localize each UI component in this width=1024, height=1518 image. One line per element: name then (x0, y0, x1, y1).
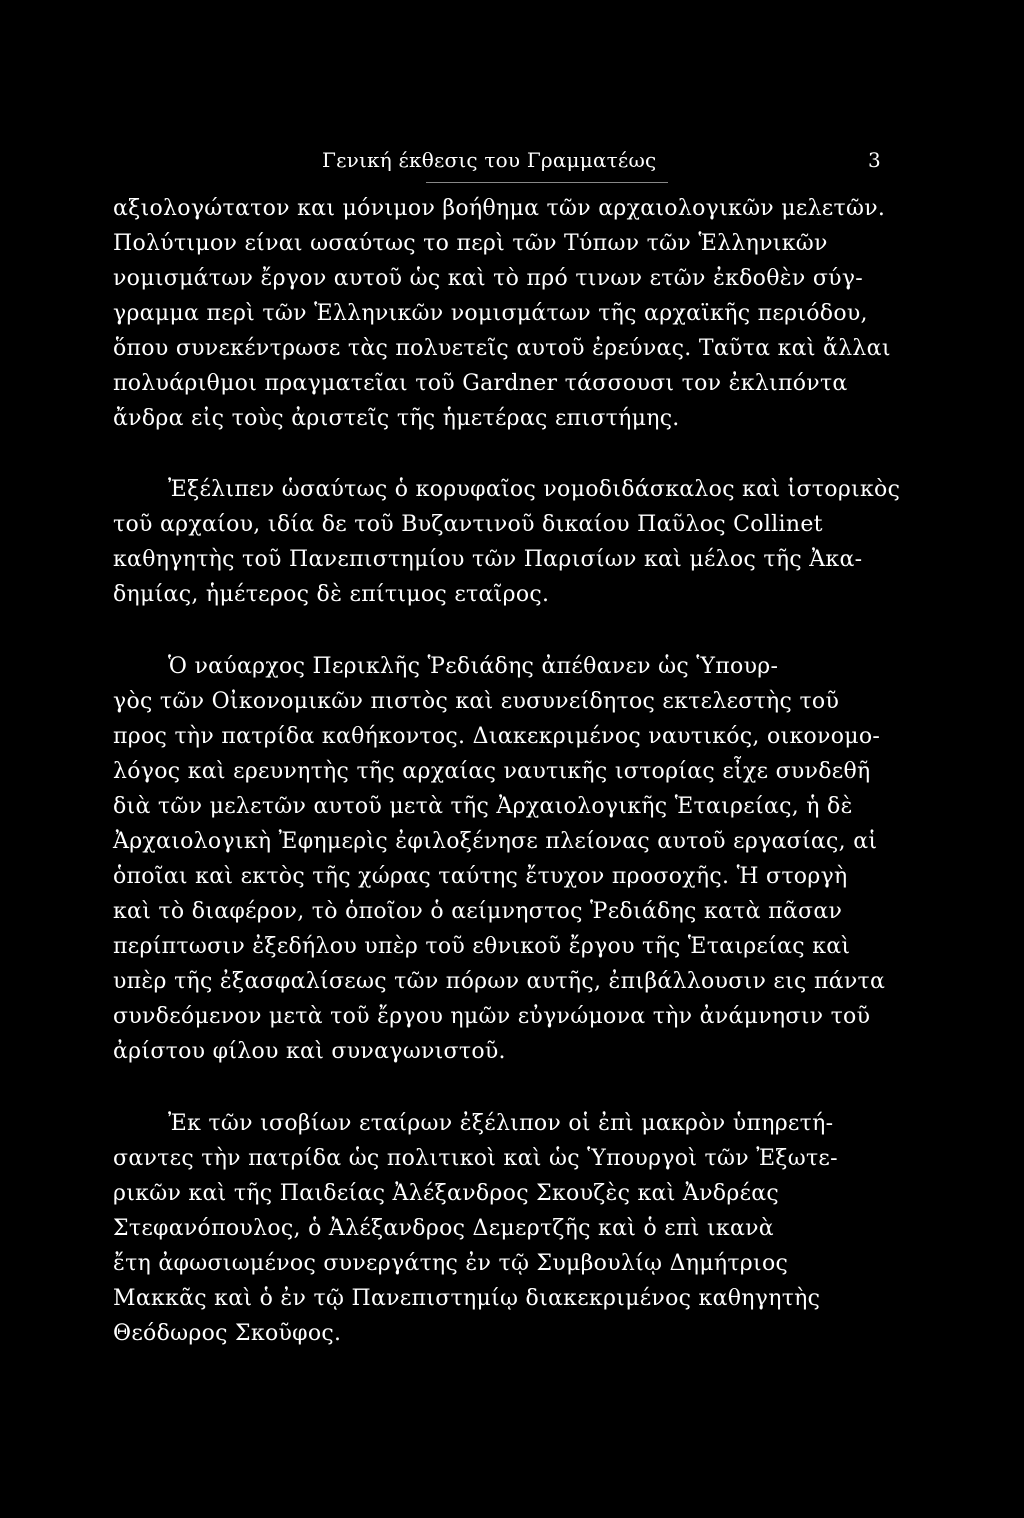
text-line: διὰ τῶν μελετῶν αυτοῦ μετὰ τῆς Ἀρχαιολογικῆς Ἑταιρείας, ἡ δὲ (113, 794, 853, 819)
text-line: ὅπου συνεκέντρωσε τὰς πολυετεῖς αυτοῦ ἐρεύνας. Ταῦτα καὶ ἄλλαι (113, 336, 891, 361)
text-line: προς τὴν πατρίδα καθήκοντος. Διακεκριμένος ναυτικός, οικονομο- (113, 724, 881, 749)
header-rule (426, 182, 668, 183)
text-line: πολυάριθμοι πραγματεῖαι τοῦ Gardner τάσσουσι τον ἐκλιπόντα (113, 371, 848, 396)
text-line: Πολύτιμον είναι ωσαύτως το περὶ τῶν Τύπων τῶν Ἑλληνικῶν (113, 231, 828, 256)
text-line: καθηγητὴς τοῦ Πανεπιστημίου τῶν Παρισίων καὶ μέλος τῆς Ἀκα- (113, 547, 863, 572)
text-line: ἄνδρα εἰς τοὺς ἀριστεῖς τῆς ἡμετέρας επιστήμης. (113, 406, 680, 431)
text-line: νομισμάτων ἔργον αυτοῦ ὡς καὶ τὸ πρό τινων ετῶν ἐκδοθὲν σύγ- (113, 266, 864, 291)
text-line: γὸς τῶν Οἰκονομικῶν πιστὸς καὶ ευσυνείδητος εκτελεστὴς τοῦ (113, 689, 840, 714)
text-line: Μακκᾶς καὶ ὁ ἐν τῷ Πανεπιστημίῳ διακεκριμένος καθηγητὴς (113, 1286, 821, 1311)
text-line: Στεφανόπουλος, ὁ Ἀλέξανδρος Δεμερτζῆς καὶ ὁ επὶ ικανὰ (113, 1216, 774, 1241)
text-line: ἀρίστου φίλου καὶ συναγωνιστοῦ. (113, 1039, 506, 1064)
text-line: Θεόδωρος Σκοῦφος. (113, 1321, 342, 1346)
text-line: Ἀρχαιολογικὴ Ἐφημερὶς ἐφιλοξένησε πλείονας αυτοῦ εργασίας, αἱ (113, 829, 878, 854)
text-line: καὶ τὸ διαφέρον, τὸ ὁποῖον ὁ αείμνηστος Ῥεδιάδης κατὰ πᾶσαν (113, 899, 843, 924)
running-header: Γενική έκθεσις του Γραμματέως (322, 148, 657, 172)
text-line: τοῦ αρχαίου, ιδία δε τοῦ Βυζαντινοῦ δικαίου Παῦλος Collinet (113, 512, 823, 537)
text-line: ὁποῖαι καὶ εκτὸς τῆς χώρας ταύτης ἔτυχον προσοχῆς. Ἡ στοργὴ (113, 864, 848, 889)
text-line: αξιολογώτατον και μόνιμον βοήθημα τῶν αρχαιολογικῶν μελετῶν. (113, 196, 886, 221)
text-line: γραμμα περὶ τῶν Ἑλληνικῶν νομισμάτων τῆς αρχαϊκῆς περιόδου, (113, 301, 868, 326)
text-line: δημίας, ἡμέτερος δὲ επίτιμος εταῖρος. (113, 582, 550, 607)
text-line: περίπτωσιν ἐξεδήλου υπὲρ τοῦ εθνικοῦ ἔργου τῆς Ἑταιρείας καὶ (113, 934, 851, 959)
text-line: σαντες τὴν πατρίδα ὡς πολιτικοὶ καὶ ὡς Ὑπουργοὶ τῶν Ἐξωτε- (113, 1146, 838, 1171)
text-line: λόγος καὶ ερευνητὴς τῆς αρχαίας ναυτικῆς ιστορίας εἶχε συνδεθῆ (113, 759, 871, 784)
text-line: υπὲρ τῆς ἐξασφαλίσεως τῶν πόρων αυτῆς, ἐπιβάλλουσιν εις πάντα (113, 969, 886, 994)
page-number: 3 (868, 148, 881, 172)
text-line: ρικῶν καὶ τῆς Παιδείας Ἀλέξανδρος Σκουζὲς καὶ Ἀνδρέας (113, 1181, 780, 1206)
text-line: Ἐξέλιπεν ὡσαύτως ὁ κορυφαῖος νομοδιδάσκαλος καὶ ἱστορικὸς (168, 477, 901, 502)
text-line: Ἐκ τῶν ισοβίων εταίρων ἐξέλιπον οἱ ἐπὶ μακρὸν ὑπηρετή- (168, 1111, 834, 1136)
text-line: Ὁ ναύαρχος Περικλῆς Ῥεδιάδης ἀπέθανεν ὡς Ὑπουρ- (168, 654, 779, 679)
text-line: συνδεόμενον μετὰ τοῦ ἔργου ημῶν εὐγνώμονα τὴν ἀνάμνησιν τοῦ (113, 1004, 871, 1029)
text-line: ἔτη ἀφωσιωμένος συνεργάτης ἐν τῷ Συμβουλίῳ Δημήτριος (113, 1251, 789, 1276)
